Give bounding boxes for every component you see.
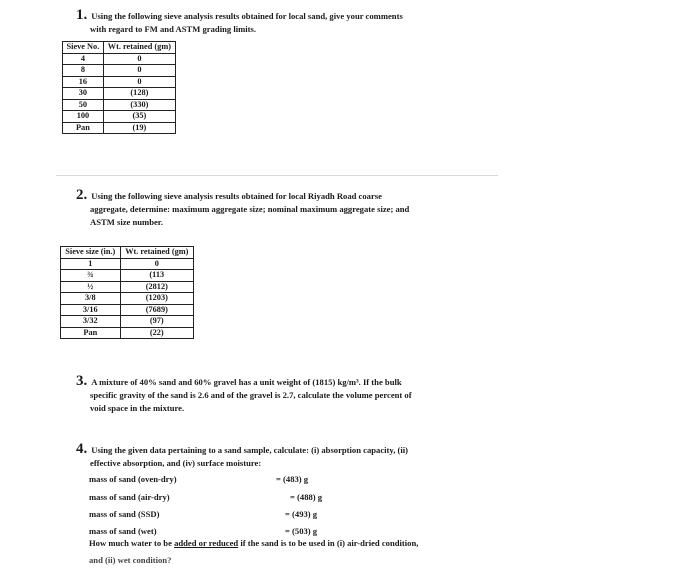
table-cell: 8 — [63, 65, 104, 77]
table-cell: 3/8 — [61, 293, 121, 305]
closing-underlined: added or reduced — [174, 538, 239, 548]
table-cell: (97) — [120, 316, 193, 328]
table-row — [61, 304, 194, 316]
question-3-line3: void space in the mixture. — [90, 403, 185, 413]
mass-label: mass of sand (air-dry) — [89, 492, 170, 502]
table-cell: (7689) — [120, 304, 193, 316]
table-header: Sieve size (in.) — [61, 247, 121, 259]
table-row — [63, 88, 176, 100]
closing-question — [89, 538, 418, 548]
sieve-table-coarse — [60, 246, 194, 339]
table-cell: (22) — [120, 327, 193, 339]
question-1-number: 1. — [76, 7, 88, 23]
question-2 — [76, 189, 409, 229]
table-cell: 0 — [120, 258, 193, 270]
table-row — [63, 53, 176, 65]
table-cell: Pan — [61, 327, 121, 339]
mass-row — [89, 509, 159, 519]
question-3 — [76, 375, 412, 415]
question-2-number: 2. — [76, 187, 88, 203]
table-cell: Pan — [63, 122, 104, 134]
table-cell: 16 — [63, 76, 104, 88]
mass-label: mass of sand (oven-dry) — [89, 474, 177, 484]
table-cell: (128) — [103, 88, 175, 100]
table-row — [63, 122, 176, 134]
table-row — [61, 316, 194, 328]
closing-question-line2: and (ii) wet condition? — [89, 555, 172, 565]
table-row — [63, 65, 176, 77]
table-cell: 1 — [61, 258, 121, 270]
table-cell: 3/16 — [61, 304, 121, 316]
table-header: Sieve No. — [63, 42, 104, 54]
table-cell: 50 — [63, 99, 104, 111]
table-cell: 0 — [103, 76, 175, 88]
section-divider — [56, 175, 498, 176]
table-cell: 0 — [103, 53, 175, 65]
table-row — [61, 258, 194, 270]
table-cell: 0 — [103, 65, 175, 77]
table-cell: (113 — [120, 270, 193, 282]
mass-label: mass of sand (SSD) — [89, 509, 160, 519]
mass-row — [89, 492, 170, 502]
table-header: Wt. retained (gm) — [120, 247, 193, 259]
question-4 — [76, 443, 408, 470]
question-4-number: 4. — [76, 441, 88, 457]
question-2-line2: aggregate, determine: maximum aggregate size; nominal maximum aggregate size; and — [90, 204, 410, 214]
question-2-line1: Using the following sieve analysis results obtained for local Riyadh Road coarse — [91, 191, 382, 201]
table-row — [61, 293, 194, 305]
table-cell: (1203) — [120, 293, 193, 305]
closing-text: if the sand is to be used in (i) air-dried condition, — [238, 538, 419, 548]
question-2-line3: ASTM size number. — [90, 217, 163, 227]
mass-label: mass of sand (wet) — [89, 526, 157, 536]
table-cell: ¾ — [61, 270, 121, 282]
question-4-line1: Using the given data pertaining to a sand sample, calculate: (i) absorption capacity, (ii) — [91, 445, 409, 455]
question-1-line2: with regard to FM and ASTM grading limits. — [90, 24, 256, 34]
table-row — [63, 99, 176, 111]
table-header: Wt. retained (gm) — [103, 42, 175, 54]
question-1 — [76, 9, 403, 36]
question-3-number: 3. — [76, 373, 88, 389]
table-cell: 100 — [63, 111, 104, 123]
table-row — [61, 270, 194, 282]
table-cell: (2812) — [120, 281, 193, 293]
question-1-line1: Using the following sieve analysis results obtained for local sand, give your comments — [91, 11, 403, 21]
question-3-line1: A mixture of 40% sand and 60% gravel has a unit weight of (1815) kg/m³. If the bulk — [91, 377, 402, 387]
table-row — [63, 76, 176, 88]
table-cell: (19) — [103, 122, 175, 134]
table-row — [61, 281, 194, 293]
question-4-line2: effective absorption, and (iv) surface moisture: — [90, 458, 262, 468]
mass-row — [89, 474, 177, 484]
table-row — [61, 327, 194, 339]
table-header-row — [61, 247, 194, 259]
mass-value: = (483) g — [276, 474, 309, 484]
sieve-table-sand — [62, 41, 176, 134]
question-3-line2: specific gravity of the sand is 2.6 and of the gravel is 2.7, calculate the volume percent of — [90, 390, 412, 400]
mass-value: = (488) g — [290, 492, 323, 502]
table-header-row — [63, 42, 176, 54]
table-cell: 3/32 — [61, 316, 121, 328]
table-row — [63, 111, 176, 123]
closing-text: How much water to be — [89, 538, 175, 548]
table-cell: ½ — [61, 281, 121, 293]
mass-row — [89, 526, 157, 536]
mass-value: = (503) g — [285, 526, 318, 536]
table-cell: 30 — [63, 88, 104, 100]
table-cell: 4 — [63, 53, 104, 65]
table-cell: (35) — [103, 111, 175, 123]
mass-value: = (493) g — [285, 509, 318, 519]
table-cell: (330) — [103, 99, 175, 111]
